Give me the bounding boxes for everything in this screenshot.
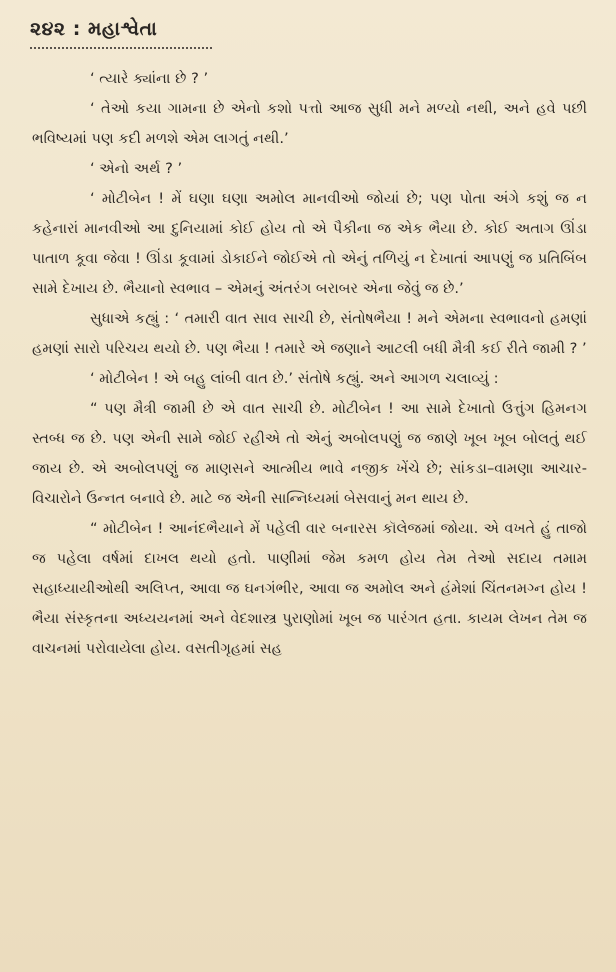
paragraph: ‘ એનો અર્થ ? ’: [90, 160, 183, 177]
paragraph: ‘ મોટીબેન ! મેં ઘણા ઘણા અમોલ માનવીઓ જોયાં છે; પણ પોતા અંગે કશું જ ન કહેનારાં માનવીઓ આ દુનિયામાં કોઈ હોય તો એ પૈકીના જ એક ભૈયા છે. કોઈ અતાગ ઊંડા પાતાળ કૂવા જેવા ! ઊંડા કૂવામાં ડોકાઈને જોઈએ તો એનું તળિયું ન દેખાતાં આપણું જ પ્રતિબિંબ સામે દેખાય છે. ભૈયાનો સ્વભાવ – એમનું અંતરંગ બરાબર એના જેવું જ છે.’: [32, 190, 587, 297]
paragraph: ‘ ત્યારે ક્યાંના છે ? ’: [90, 70, 209, 87]
book-title: મહાશ્વેતા: [87, 18, 158, 40]
header-rule: [30, 47, 212, 49]
paragraph: ‘ તેઓ કયા ગામના છે એનો કશો પત્તો આજ સુધી મને મળ્યો નથી, અને હવે પછી ભવિષ્યમાં પણ કદી મળશે એમ લાગતું નથી.’: [32, 100, 587, 147]
paragraph: સુધાએ કહ્યું : ‘ તમારી વાત સાવ સાચી છે, સંતોષભૈયા ! મને એમના સ્વભાવનો હમણાં હમણાં સારો પરિચય થયો છે. પણ ભૈયા ! તમારે એ જણાને આટલી બધી મૈત્રી કઈ રીતે જામી ? ’: [32, 310, 587, 357]
paragraph: “ પણ મૈત્રી જામી છે એ વાત સાચી છે. મોટીબેન ! આ સામે દેખાતો ઉત્તુંગ હિમનગ સ્તબ્ધ જ છે. પણ એની સામે જોઈ રહીએ તો એનું અબોલપણું જ જાણે ખૂબ ખૂબ બોલતું થઈ જાય છે. એ અબોલપણું જ માણસને આત્મીય ભાવે નજીક ખેંચે છે; સાંકડા–વામણા આચાર-વિચારોને ઉન્નત બનાવે છે. માટે જ એની સાન્નિધ્યમાં બેસવાનું મન થાય છે.: [32, 400, 587, 507]
page-number: ૨૪૨: [30, 18, 66, 40]
header-separator: :: [72, 18, 81, 40]
body-text: [32, 64, 587, 664]
paragraph: “ મોટીબેન ! આનંદભૈયાને મેં પહેલી વાર બનારસ કૉલેજમાં જોયા. એ વખતે હું તાજો જ પહેલા વર્ષમાં દાખલ થયો હતો. પાણીમાં જેમ કમળ હોય તેમ તેઓ સદાય તમામ સહાધ્યાયીઓથી અલિપ્ત, આવા જ ઘનગંભીર, આવા જ અમોલ અને હંમેશાં ચિંતનમગ્ન હોય ! ભૈયા સંસ્કૃતના અધ્યયનમાં અને વેદશાસ્ત્ર પુરાણોમાં ખૂબ જ પારંગત હતા. કાયમ લેખન તેમ જ વાચનમાં પરોવાયેલા હોય. વસતીગૃહમાં સહ: [32, 520, 587, 657]
running-header: [30, 18, 157, 40]
paragraph: ‘ મોટીબેન ! એ બહુ લાંબી વાત છે.’ સંતોષે કહ્યું. અને આગળ ચલાવ્યું :: [90, 370, 499, 387]
